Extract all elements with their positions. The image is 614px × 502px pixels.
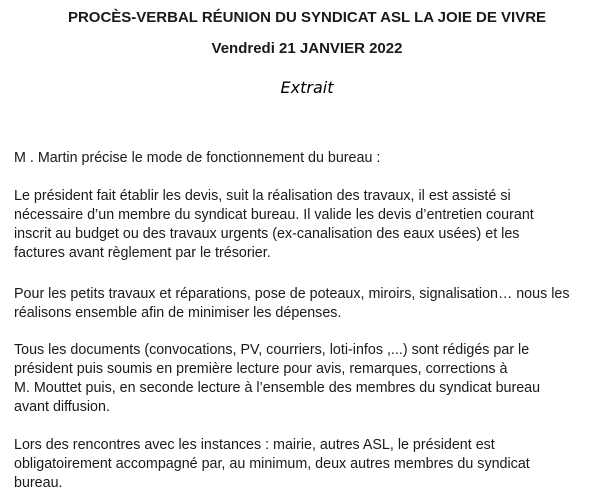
- paragraph: [14, 341, 540, 417]
- text-line: nécessaire d’un membre du syndicat bureau. Il valide les devis d’entretien courant: [14, 207, 534, 223]
- text-line: inscrit au budget ou des travaux urgents (ex-canalisation des eaux usées) et les: [14, 226, 520, 242]
- text-line: réalisons ensemble afin de minimiser les dépenses.: [14, 305, 342, 321]
- text-line: bureau.: [14, 475, 63, 491]
- paragraph: [14, 187, 534, 263]
- document-subtitle: Extrait: [280, 78, 334, 97]
- paragraph: [14, 285, 569, 323]
- meeting-date: Vendredi 21 JANVIER 2022: [211, 40, 403, 57]
- paragraph: [14, 149, 380, 168]
- text-line: Tous les documents (convocations, PV, courriers, loti-infos ,...) sont rédigés par le: [14, 342, 530, 358]
- text-line: obligatoirement accompagné par, au minimum, deux autres membres du syndicat: [14, 456, 530, 472]
- text-line: président puis soumis en première lecture pour avis, remarques, corrections à: [14, 361, 508, 377]
- text-line: Lors des rencontres avec les instances : mairie, autres ASL, le président est: [14, 437, 495, 453]
- text-line: M . Martin précise le mode de fonctionnement du bureau :: [14, 150, 381, 166]
- text-line: factures avant règlement par le trésorier.: [14, 245, 271, 261]
- text-line: Pour les petits travaux et réparations, pose de poteaux, miroirs, signalisation… nous les: [14, 286, 570, 302]
- text-line: M. Mouttet puis, en seconde lecture à l’ensemble des membres du syndicat bureau: [14, 380, 541, 396]
- text-line: avant diffusion.: [14, 399, 110, 415]
- text-line: Le président fait établir les devis, suit la réalisation des travaux, il est assisté si: [14, 188, 511, 204]
- document-title: PROCÈS-VERBAL RÉUNION DU SYNDICAT ASL LA JOIE DE VIVRE: [67, 9, 547, 26]
- paragraph: [14, 436, 530, 493]
